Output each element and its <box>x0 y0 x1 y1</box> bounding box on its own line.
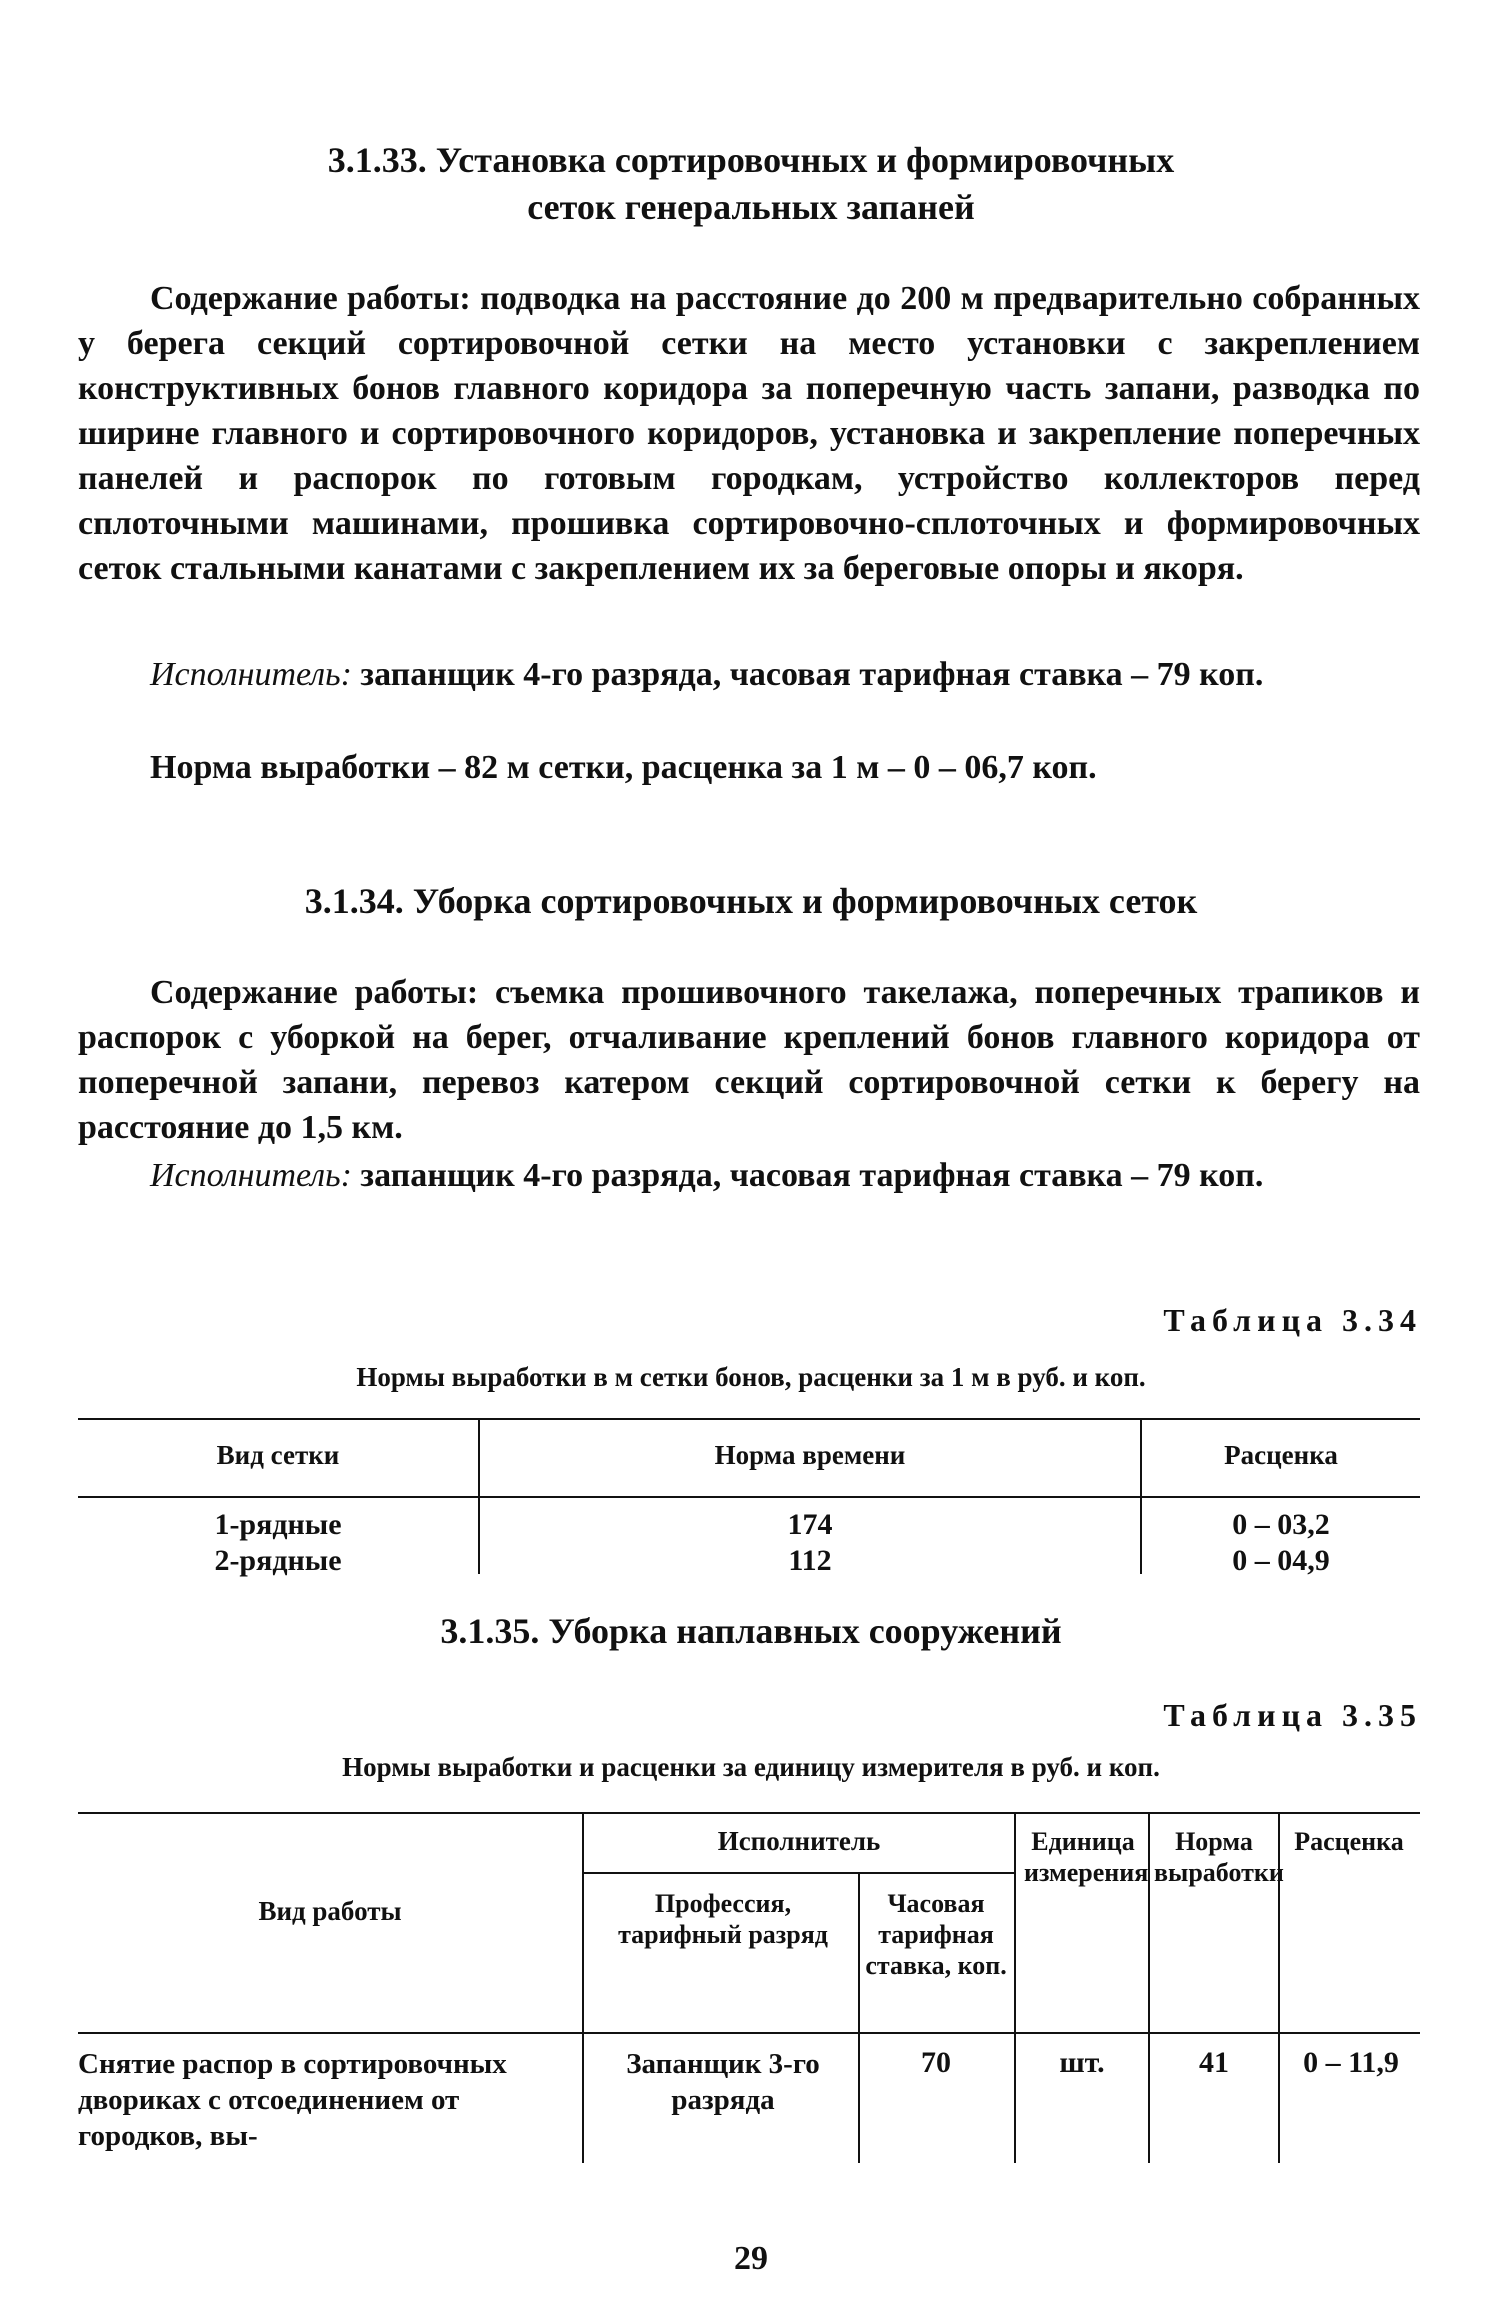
table-3-35-caption: Нормы выработки и расценки за единицу измерителя в руб. и коп. <box>342 1752 1160 1782</box>
table-3-35-top-rule <box>78 1812 1420 1814</box>
table-3-34-top-rule <box>78 1418 1420 1420</box>
table-3-34-header-rule <box>78 1496 1420 1498</box>
table-3-35-col-divider <box>1148 1813 1150 2163</box>
table-3-35-cell-norm: 41 <box>1199 2046 1229 2079</box>
table-3-35-cell-work: Снятие распор в сортировочных двориках с отсоединением от городков, вы- <box>78 2048 507 2152</box>
section-3-1-33-title-line2: сеток генеральных запаней <box>527 187 975 227</box>
executor-text: запанщик 4-го разряда, часовая тарифная ставка – 79 коп. <box>351 1157 1264 1194</box>
table-3-34-header-price: Расценка <box>1224 1440 1338 1470</box>
executor-label: Исполнитель: <box>150 656 352 693</box>
table-3-35-header-profession: Профессия, тарифный разряд <box>618 1889 828 1949</box>
table-3-35-col-divider <box>858 1873 860 2163</box>
table-3-35-header-norm: Норма выработки <box>1154 1827 1284 1887</box>
table-3-35-col-divider <box>582 1813 584 2163</box>
table-3-34-cell: 0 – 03,2 <box>1232 1508 1330 1541</box>
table-3-34-header-norm: Норма времени <box>714 1440 906 1470</box>
section-3-1-35-title: 3.1.35. Уборка наплавных сооружений <box>440 1611 1062 1651</box>
section-3-1-34-content <box>78 970 1420 1150</box>
table-3-35-header-price: Расценка <box>1294 1827 1404 1856</box>
content-label: Содержание работы: <box>150 280 471 317</box>
table-3-34-cell: 174 <box>787 1508 833 1541</box>
table-3-34-cell: 0 – 04,9 <box>1232 1544 1330 1577</box>
table-3-35-executor-rule <box>582 1872 1014 1874</box>
table-3-35-col-divider <box>1014 1813 1016 2163</box>
table-3-35-header-work: Вид работы <box>258 1896 402 1926</box>
table-3-35-header-executor: Исполнитель <box>717 1826 881 1856</box>
content-text: съемка прошивочного такелажа, поперечных трапиков и распорок с уборкой на берег, отчаливание креплений бонов главного коридора от поперечной запани, перевоз катером секций сортировочной сетки к берегу на расстояние до 1,5 км. <box>78 974 1421 1146</box>
table-3-35-header-rule <box>78 2032 1420 2034</box>
section-3-1-33-norm: Норма выработки – 82 м сетки, расценка за 1 м – 0 – 06,7 коп. <box>150 749 1097 786</box>
section-3-1-33-title-line1: 3.1.33. Установка сортировочных и формировочных <box>327 140 1175 180</box>
section-3-1-34-executor <box>78 1153 1420 1198</box>
table-3-34-label: Таблица 3.34 <box>1163 1302 1422 1338</box>
executor-label: Исполнитель: <box>150 1157 352 1194</box>
table-3-34-cell: 2-рядные <box>214 1544 342 1577</box>
table-3-34-cell: 112 <box>788 1544 832 1577</box>
section-3-1-33-content <box>78 276 1420 591</box>
executor-text: запанщик 4-го разряда, часовая тарифная ставка – 79 коп. <box>351 656 1264 693</box>
section-3-1-33-executor <box>78 652 1420 697</box>
table-3-34-cell: 1-рядные <box>214 1508 342 1541</box>
table-3-35-cell-price: 0 – 11,9 <box>1303 2046 1399 2079</box>
table-3-34-header-kind: Вид сетки <box>216 1440 340 1470</box>
table-3-35-cell-rate: 70 <box>921 2046 951 2079</box>
section-3-1-34-title: 3.1.34. Уборка сортировочных и формировочных сеток <box>304 881 1198 921</box>
table-3-35-header-rate: Часовая тарифная ставка, коп. <box>865 1889 1007 1980</box>
table-3-34-caption: Нормы выработки в м сетки бонов, расценки за 1 м в руб. и коп. <box>356 1362 1146 1392</box>
content-text: подводка на расстояние до 200 м предварительно собранных у берега секций сортировочной сетки на место установки с закреплением конструктивных бонов главного коридора за поперечную часть запани, разводка по ширине главного и сортировочного коридоров, установка и закрепление поперечных панелей и распорок по готовым городкам, устройство коллекторов перед сплоточными машинами, прошивка сортировочно-сплоточных и формировочных сеток стальными канатами с закреплением их за береговые опоры и якоря. <box>78 280 1420 587</box>
table-3-35-label: Таблица 3.35 <box>1163 1697 1422 1733</box>
page-number: 29 <box>734 2240 768 2277</box>
content-label: Содержание работы: <box>150 974 479 1011</box>
table-3-35-cell-profession: Запанщик 3-го разряда <box>626 2048 820 2116</box>
table-3-35-cell-unit: шт. <box>1059 2046 1105 2079</box>
table-3-35-header-unit: Единица измерения <box>1024 1827 1149 1887</box>
